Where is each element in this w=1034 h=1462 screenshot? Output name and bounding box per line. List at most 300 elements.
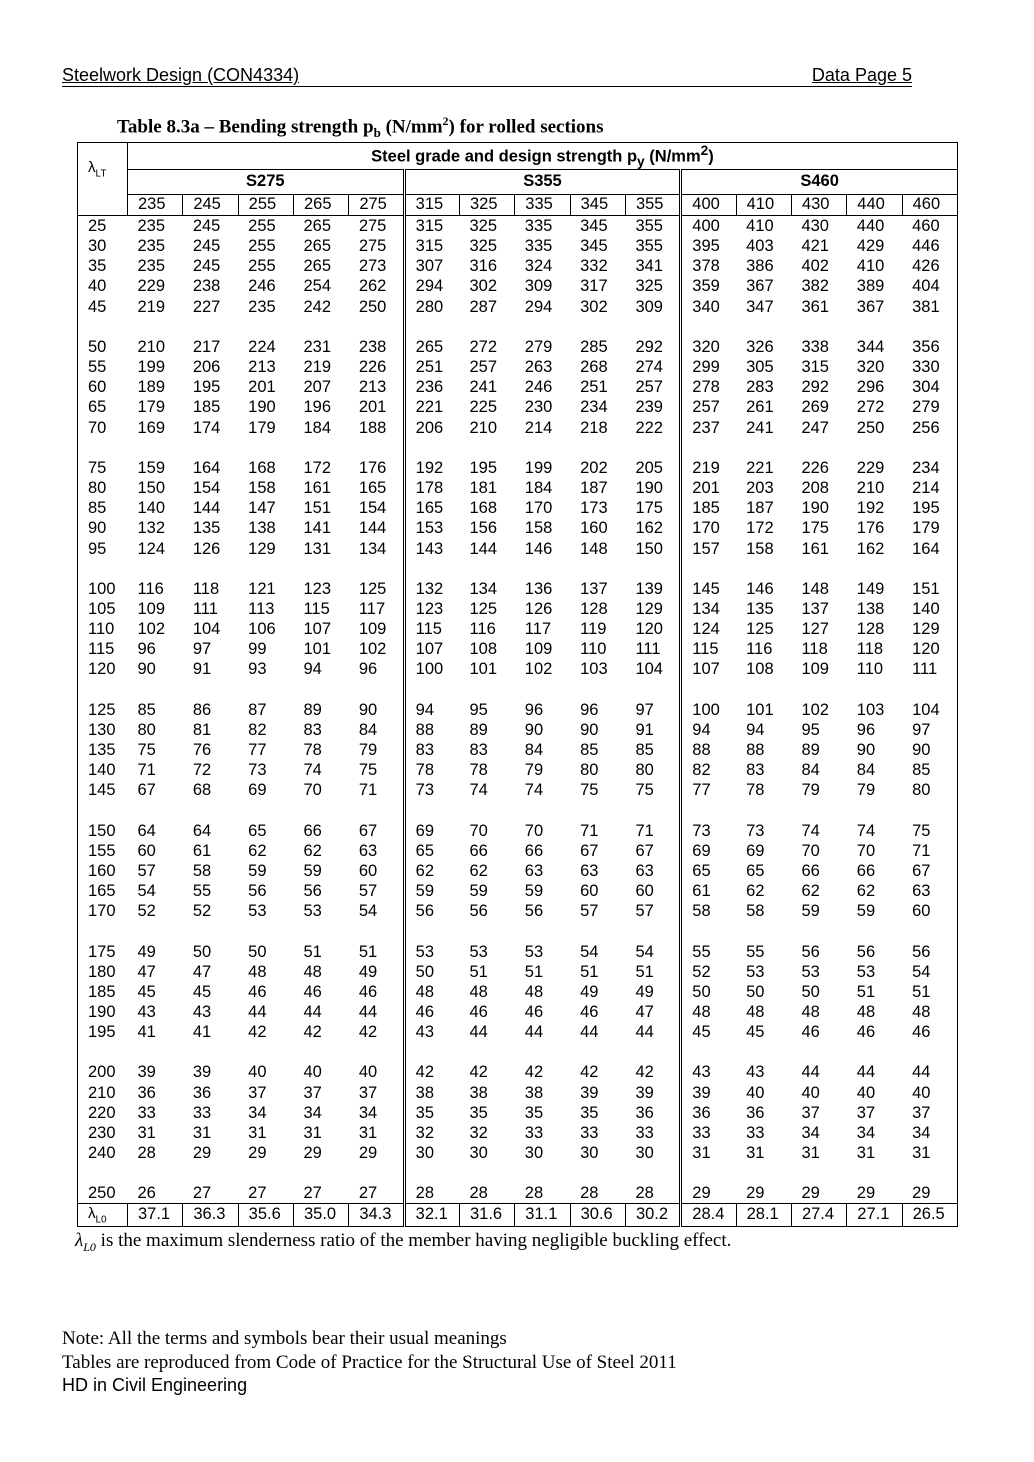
pb-value: 315 (801, 358, 829, 377)
pb-value: 63 (580, 861, 599, 880)
pb-value: 51 (303, 942, 322, 961)
pb-value: 225 (469, 398, 497, 417)
pb-value: 125 (349, 579, 404, 599)
pb-value: 126 (524, 599, 553, 618)
pb-value: 159 (137, 458, 166, 477)
pb-value: 62 (303, 841, 322, 860)
lambda-lt-value: 230 (88, 1124, 116, 1143)
pb-value: 42 (303, 1023, 322, 1042)
pb-value: 50 (415, 962, 434, 981)
pb-value: 28 (625, 1183, 680, 1204)
lambda-lt-value: 45 (88, 297, 107, 316)
py-value: 335 (515, 194, 570, 215)
pb-value: 250 (856, 418, 885, 437)
pb-value: 91 (625, 720, 680, 740)
pb-value: 59 (469, 882, 488, 901)
table-row (78, 276, 958, 296)
pb-value: 294 (524, 297, 553, 316)
pb-value: 134 (469, 579, 497, 598)
pb-value: 275 (349, 215, 404, 236)
lambda-l0-value: 28.4 (681, 1204, 736, 1226)
pb-value: 144 (192, 499, 221, 518)
pb-value: 34 (856, 1124, 876, 1143)
lambda-lt-value: 185 (88, 982, 116, 1001)
grade-header-suffix: ) (708, 147, 714, 166)
page-footer: HD in Civil Engineering (62, 1375, 248, 1395)
pb-value: 421 (801, 237, 829, 256)
table-row (78, 458, 958, 478)
pb-value: 95 (801, 720, 820, 739)
pb-value: 192 (415, 458, 444, 477)
table-caption (117, 114, 604, 141)
pb-value: 29 (349, 1143, 404, 1163)
pb-value: 38 (469, 1083, 488, 1102)
pb-value: 75 (580, 781, 599, 800)
pb-value: 309 (524, 277, 553, 296)
table-body (78, 215, 958, 1226)
pb-value: 206 (415, 418, 444, 437)
pb-value: 184 (303, 418, 332, 437)
pb-value: 39 (580, 1083, 599, 1102)
pb-value: 269 (801, 398, 829, 417)
pb-value: 176 (349, 458, 404, 478)
pb-value: 81 (192, 720, 212, 739)
table-row (78, 1022, 958, 1042)
pb-value: 42 (524, 1063, 544, 1082)
table-row (78, 297, 958, 317)
pb-value: 93 (248, 660, 267, 679)
pb-value: 245 (192, 257, 221, 276)
pb-value: 56 (524, 902, 544, 921)
pb-value: 44 (625, 1022, 680, 1042)
lambda-lt-symbol: λ (88, 159, 96, 176)
pb-value: 206 (192, 358, 221, 377)
pb-value: 40 (856, 1083, 876, 1102)
pb-value: 62 (746, 882, 765, 901)
lambda-lt-value: 50 (88, 337, 107, 356)
pb-value: 47 (192, 962, 212, 981)
pb-value: 53 (746, 962, 765, 981)
pb-value: 58 (746, 902, 765, 921)
pb-value: 90 (912, 741, 931, 760)
caption-prefix: Table 8.3a – Bending strength p (117, 116, 374, 138)
pb-value: 72 (192, 761, 212, 780)
pb-value: 246 (524, 378, 553, 397)
pb-value: 33 (625, 1123, 680, 1143)
pb-value: 117 (349, 599, 404, 619)
pb-value: 48 (912, 1003, 931, 1022)
pb-value: 66 (801, 861, 820, 880)
pb-value: 118 (856, 640, 884, 659)
pb-value: 57 (137, 861, 156, 880)
pb-value: 45 (192, 982, 212, 1001)
pb-value: 201 (692, 478, 720, 497)
pb-value: 30 (524, 1144, 544, 1163)
pb-value: 66 (469, 841, 488, 860)
pb-value: 70 (469, 821, 488, 840)
pb-value: 49 (625, 982, 680, 1002)
pb-value: 54 (912, 962, 931, 981)
pb-value: 50 (248, 942, 267, 961)
pb-value: 94 (303, 660, 322, 679)
pb-value: 42 (625, 1062, 680, 1082)
pb-value: 71 (137, 761, 156, 780)
pb-value: 59 (248, 861, 267, 880)
pb-value: 32 (415, 1124, 434, 1143)
pb-value: 292 (625, 337, 680, 357)
lambda-lt-value: 120 (88, 660, 116, 679)
pb-value: 188 (349, 417, 404, 437)
pb-value: 410 (746, 216, 774, 235)
pb-value: 44 (248, 1003, 267, 1022)
table-row (78, 982, 958, 1002)
pb-value: 201 (248, 378, 276, 397)
pb-value: 66 (524, 841, 544, 860)
pb-value: 355 (625, 236, 680, 256)
table-row (78, 659, 958, 679)
pb-value: 124 (137, 539, 166, 558)
pb-value: 317 (580, 277, 608, 296)
pb-value: 53 (248, 902, 267, 921)
pb-value: 31 (192, 1124, 212, 1143)
lambda-l0-value: 26.5 (902, 1204, 957, 1226)
pb-value: 40 (349, 1062, 404, 1082)
table-row (78, 518, 958, 538)
pb-value: 67 (912, 861, 931, 880)
pb-value: 43 (137, 1003, 156, 1022)
py-value: 400 (681, 194, 736, 215)
pb-value: 179 (912, 519, 940, 538)
pb-value: 109 (801, 660, 829, 679)
pb-value: 52 (192, 902, 212, 921)
pb-value: 49 (137, 942, 156, 961)
table-row (78, 1062, 958, 1082)
pb-value: 378 (692, 257, 720, 276)
lambda-lt-value: 70 (88, 418, 107, 437)
table-row (78, 901, 958, 921)
table-row (78, 1143, 958, 1163)
pb-value: 30 (469, 1144, 488, 1163)
pb-value: 104 (912, 700, 940, 719)
pb-value: 68 (192, 781, 212, 800)
pb-value: 37 (303, 1083, 322, 1102)
pb-value: 28 (524, 1184, 544, 1203)
group-spacer (78, 1163, 958, 1183)
pb-value: 27 (248, 1184, 267, 1203)
pb-value: 164 (192, 458, 221, 477)
pb-value: 265 (303, 237, 332, 256)
pb-value: 80 (912, 781, 931, 800)
pb-value: 71 (625, 820, 680, 840)
pb-value: 246 (248, 277, 276, 296)
pb-value: 36 (692, 1103, 711, 1122)
pb-value: 82 (248, 720, 267, 739)
lambda-l0-subscript: L0 (95, 1214, 107, 1226)
table-row (78, 337, 958, 357)
py-value: 315 (404, 194, 459, 215)
pb-value: 146 (746, 579, 774, 598)
pb-value: 170 (692, 519, 720, 538)
pb-value: 96 (580, 700, 599, 719)
table-row (78, 941, 958, 961)
pb-value: 109 (524, 640, 553, 659)
pb-value: 224 (248, 337, 276, 356)
pb-value: 37 (349, 1083, 404, 1103)
pb-value: 107 (692, 660, 720, 679)
grade-s275: S275 (128, 169, 405, 194)
pb-value: 217 (192, 337, 221, 356)
pb-value: 36 (746, 1103, 765, 1122)
pb-value: 65 (746, 861, 765, 880)
pb-value: 395 (692, 237, 720, 256)
grade-header-prefix: Steel grade and design strength p (371, 147, 638, 166)
table-row (78, 720, 958, 740)
pb-value: 118 (192, 579, 220, 598)
pb-value: 213 (349, 377, 404, 397)
pb-value: 80 (137, 720, 156, 739)
pb-value: 123 (303, 579, 332, 598)
pb-value: 299 (692, 358, 720, 377)
pb-value: 219 (692, 458, 720, 477)
footnote-subscript: L0 (83, 1239, 96, 1254)
pb-value: 84 (801, 761, 820, 780)
py-value: 255 (238, 194, 293, 215)
pb-value: 341 (625, 256, 680, 276)
pb-value: 56 (303, 882, 322, 901)
pb-value: 236 (415, 378, 444, 397)
pb-value: 53 (524, 942, 544, 961)
pb-value: 43 (692, 1063, 711, 1082)
pb-value: 27 (192, 1184, 212, 1203)
pb-value: 108 (746, 660, 774, 679)
pb-value: 104 (192, 620, 221, 639)
pb-value: 187 (746, 499, 774, 518)
pb-value: 83 (303, 720, 322, 739)
pb-value: 175 (801, 519, 829, 538)
pb-value: 251 (415, 358, 444, 377)
pb-value: 100 (415, 660, 444, 679)
pb-value: 28 (415, 1184, 434, 1203)
pb-value: 136 (524, 579, 553, 598)
pb-value: 31 (801, 1144, 820, 1163)
footnote-text: is the maximum slenderness ratio of the member having negligible buckling effect. (95, 1230, 732, 1251)
pb-value: 111 (912, 660, 938, 679)
pb-value: 187 (580, 478, 608, 497)
pb-value: 56 (912, 942, 931, 961)
table-row (78, 417, 958, 437)
pb-value: 102 (349, 639, 404, 659)
bending-strength-table (77, 142, 958, 1227)
table-row (78, 639, 958, 659)
pb-value: 234 (912, 458, 940, 477)
pb-value: 35 (469, 1103, 488, 1122)
lambda-lt-header (78, 143, 128, 195)
pb-value: 151 (303, 499, 332, 518)
pb-value: 110 (856, 660, 884, 679)
pb-value: 37 (912, 1103, 931, 1122)
pb-value: 129 (912, 620, 940, 639)
pb-value: 53 (303, 902, 322, 921)
pb-value: 154 (349, 498, 404, 518)
pb-value: 169 (137, 418, 166, 437)
pb-value: 97 (625, 700, 680, 720)
py-value: 355 (625, 194, 680, 215)
pb-value: 34 (248, 1103, 267, 1122)
pb-value: 210 (469, 418, 497, 437)
pb-value: 67 (137, 781, 156, 800)
pb-value: 75 (912, 821, 931, 840)
lambda-lt-value: 145 (88, 781, 116, 800)
pb-value: 108 (469, 640, 497, 659)
pb-value: 279 (524, 337, 553, 356)
pb-value: 245 (192, 216, 221, 235)
pb-value: 43 (746, 1063, 765, 1082)
pb-value: 242 (303, 297, 332, 316)
lambda-lt-value: 195 (88, 1023, 116, 1042)
pb-value: 48 (303, 962, 322, 981)
pb-value: 31 (746, 1144, 765, 1163)
pb-value: 173 (580, 499, 608, 518)
pb-value: 135 (746, 599, 774, 618)
pb-value: 201 (349, 397, 404, 417)
table-row (78, 357, 958, 377)
pb-value: 51 (580, 962, 599, 981)
pb-value: 29 (912, 1184, 931, 1203)
pb-value: 69 (692, 841, 711, 860)
pb-value: 151 (912, 579, 940, 598)
pb-value: 36 (137, 1083, 156, 1102)
pb-value: 53 (801, 962, 820, 981)
pb-value: 44 (303, 1003, 322, 1022)
pb-value: 33 (746, 1124, 765, 1143)
pb-value: 199 (524, 458, 553, 477)
lambda-l0-value: 30.2 (625, 1204, 680, 1226)
pb-value: 94 (746, 720, 765, 739)
pb-value: 53 (856, 962, 876, 981)
pb-value: 227 (192, 297, 221, 316)
pb-value: 283 (746, 378, 774, 397)
pb-value: 41 (192, 1023, 212, 1042)
pb-value: 48 (415, 982, 434, 1001)
pb-value: 207 (303, 378, 332, 397)
pb-value: 76 (192, 741, 212, 760)
pb-value: 430 (801, 216, 829, 235)
pb-value: 279 (912, 398, 940, 417)
pb-value: 33 (192, 1103, 212, 1122)
pb-value: 77 (692, 781, 711, 800)
lambda-lt-value: 100 (88, 579, 116, 598)
lambda-l0-row (78, 1204, 958, 1226)
pb-value: 176 (856, 519, 885, 538)
pb-value: 70 (303, 781, 322, 800)
pb-value: 60 (137, 841, 156, 860)
pb-value: 33 (580, 1124, 599, 1143)
pb-value: 109 (137, 599, 166, 618)
lambda-lt-value: 130 (88, 720, 116, 739)
pb-value: 320 (856, 358, 885, 377)
pb-value: 190 (801, 499, 829, 518)
pb-value: 60 (625, 881, 680, 901)
pb-value: 144 (469, 539, 497, 558)
py-value: 345 (570, 194, 625, 215)
pb-value: 48 (801, 1003, 820, 1022)
pb-value: 168 (248, 458, 276, 477)
lambda-lt-value: 150 (88, 821, 116, 840)
pb-value: 49 (580, 982, 599, 1001)
pb-value: 219 (137, 297, 166, 316)
lambda-lt-value: 60 (88, 378, 107, 397)
pb-value: 134 (349, 538, 404, 558)
table-row (78, 760, 958, 780)
pb-value: 254 (303, 277, 332, 296)
pb-value: 39 (137, 1063, 156, 1082)
table-row (78, 215, 958, 236)
pb-value: 67 (349, 820, 404, 840)
pb-value: 251 (580, 378, 608, 397)
pb-value: 347 (746, 297, 774, 316)
pb-value: 50 (692, 982, 711, 1001)
pb-value: 172 (746, 519, 774, 538)
pb-value: 127 (801, 620, 829, 639)
pb-value: 154 (192, 478, 221, 497)
lambda-lt-value: 170 (88, 902, 116, 921)
pb-value: 235 (137, 237, 166, 256)
pb-value: 46 (469, 1003, 488, 1022)
pb-value: 102 (137, 620, 166, 639)
pb-value: 138 (856, 599, 885, 618)
pb-value: 205 (625, 458, 680, 478)
pb-value: 117 (524, 620, 552, 639)
pb-value: 325 (469, 237, 497, 256)
pb-value: 59 (415, 882, 434, 901)
pb-value: 219 (303, 358, 332, 377)
pb-value: 440 (856, 216, 885, 235)
pb-value: 402 (801, 257, 829, 276)
pb-value: 48 (746, 1003, 765, 1022)
pb-value: 210 (137, 337, 166, 356)
lambda-lt-value: 105 (88, 599, 116, 618)
pb-value: 54 (137, 882, 156, 901)
pb-value: 46 (415, 1003, 434, 1022)
pb-value: 97 (192, 640, 212, 659)
pb-value: 71 (912, 841, 931, 860)
pb-value: 42 (248, 1023, 267, 1042)
pb-value: 275 (349, 236, 404, 256)
pb-value: 33 (692, 1124, 711, 1143)
table-row (78, 599, 958, 619)
pb-value: 120 (912, 640, 940, 659)
pb-value: 42 (469, 1063, 488, 1082)
pb-value: 109 (349, 619, 404, 639)
pb-value: 426 (912, 257, 940, 276)
pb-value: 58 (192, 861, 212, 880)
pb-value: 361 (801, 297, 829, 316)
pb-value: 62 (801, 882, 820, 901)
pb-value: 214 (912, 478, 940, 497)
pb-value: 65 (692, 861, 711, 880)
pb-value: 69 (248, 781, 267, 800)
pb-value: 78 (303, 741, 322, 760)
pb-value: 123 (415, 599, 444, 618)
pb-value: 44 (856, 1063, 876, 1082)
pb-value: 40 (303, 1063, 322, 1082)
pb-value: 247 (801, 418, 829, 437)
grade-header (128, 143, 958, 170)
pb-value: 62 (469, 861, 488, 880)
pb-value: 96 (524, 700, 544, 719)
pb-value: 140 (912, 599, 940, 618)
pb-value: 55 (746, 942, 765, 961)
